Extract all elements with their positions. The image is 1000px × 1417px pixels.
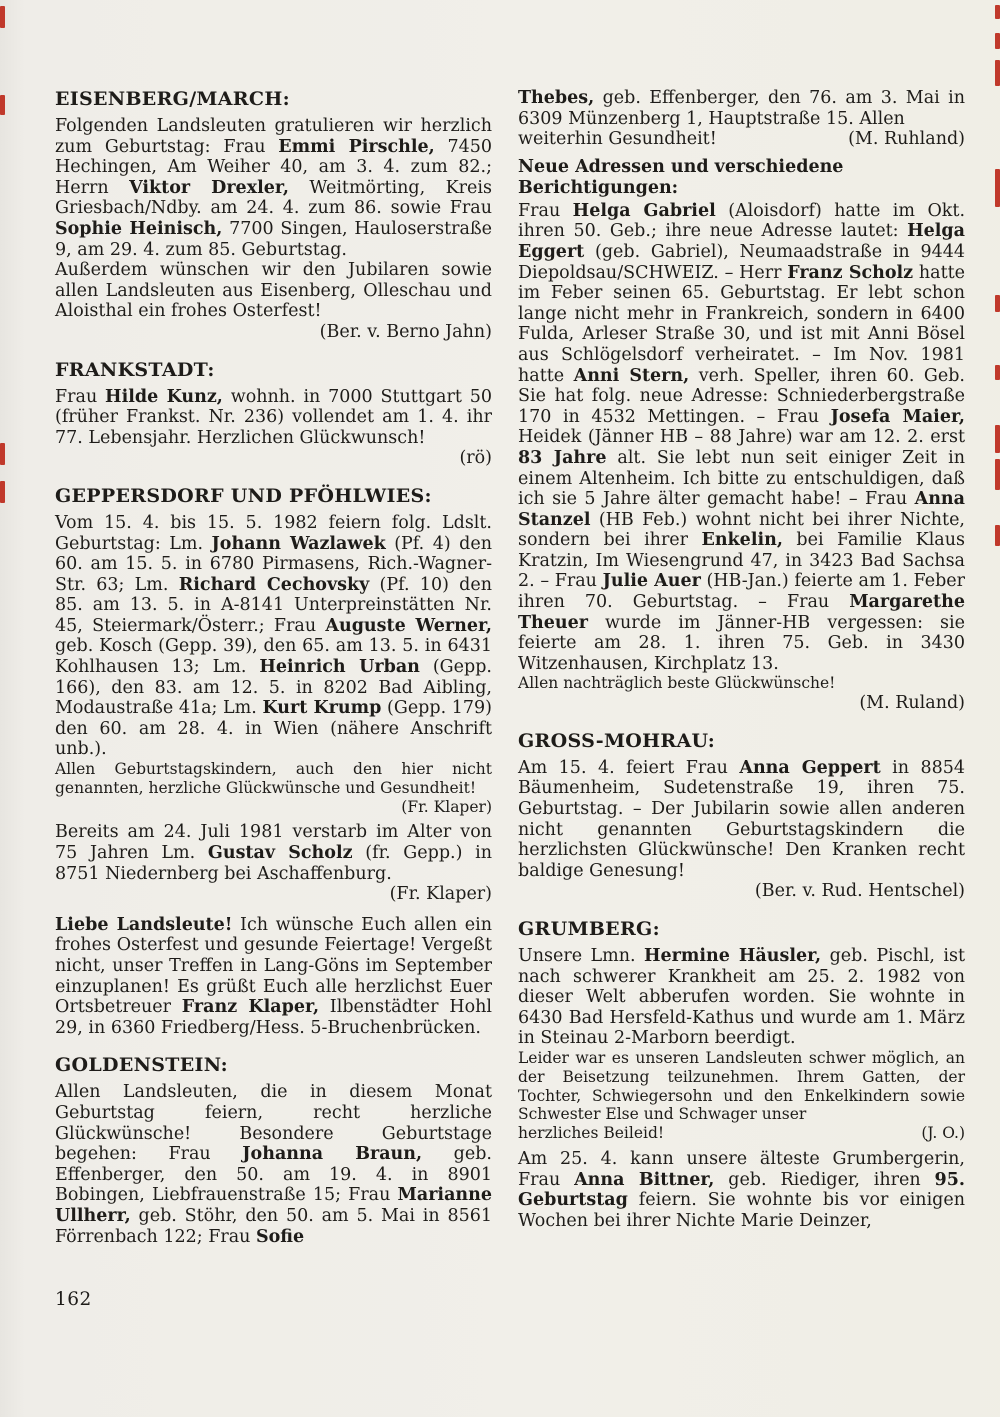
bold-text: Heinrich Urban xyxy=(259,657,420,678)
bold-text: Richard Cechovsky xyxy=(178,574,370,595)
text-run: geb. Kosch (Gepp. 39), den 65. am 13. 5. in 6431 Kohlhausen 13; Lm. xyxy=(55,636,492,678)
red-edge-mark xyxy=(995,459,1000,490)
red-edge-mark xyxy=(995,525,1000,546)
section-heading: GEPPERSDORF UND PFÖHLWIES: xyxy=(55,484,432,507)
text-run: Allen Landsleuten, die in diesem Monat Geburtstag feiern, recht herzliche Glückwünsche! Besondere Geburtstage begehen: Frau xyxy=(55,1082,492,1165)
right-column xyxy=(518,88,965,1231)
text-run: Heidek (Jänner HB – 88 Jahre) war am 12. 2. erst xyxy=(518,427,965,448)
text-run: (Pf. 10) den 85. am 13. 5. in A-8141 Unterpreinstätten Nr. 45, Steiermark/Österr.; Frau xyxy=(55,574,492,636)
paragraph xyxy=(55,116,492,260)
text-run: hatte im Feber seinen 65. Geburtstag. Er lebt schon lange nicht mehr in Frankreich, sondern in 6400 Fulda, Arleser Straße 30, und ist mit Anni Bösel aus Schlögelsdorf verheiratet. – Im Nov. 1981 hatte xyxy=(518,262,965,386)
red-edge-mark xyxy=(0,443,5,465)
text-run: Ilbenstädter Hohl 29, in 6360 Friedberg/Hess. 5-Bruchenbrücken. xyxy=(55,997,492,1038)
bold-text: Hermine Häusler, xyxy=(644,945,822,966)
bold-text: Liebe Landsleute! xyxy=(55,914,233,935)
text-run: alt. Sie lebt nun seit einiger Zeit in einem Altenheim. Ich bitte zu entschuldigen, daß ich sie 5 Jahre älter gemacht habe! – Frau xyxy=(518,447,965,510)
red-edge-mark xyxy=(995,5,1000,19)
text-run: Weitmörting, Kreis Griesbach/Ndby. am 24. 4. zum 86. sowie Frau xyxy=(55,177,492,219)
bold-text: Kurt Krump xyxy=(262,698,382,719)
text-run: Frau xyxy=(55,386,106,407)
red-edge-mark xyxy=(995,365,1000,380)
paragraph xyxy=(518,201,965,675)
bold-text: Gustav Scholz xyxy=(207,843,353,864)
text-run: wurde im Jänner-HB vergessen: sie feierte am 28. 1. ihren 75. Geb. in 3430 Witzenhausen, Kirchplatz 13. xyxy=(518,612,965,674)
text-run: (Gepp. 166), den 83. am 12. 5. in 8202 Bad Aibling, Modaustraße 41a; Lm. xyxy=(55,657,492,719)
bold-text: Marianne Ullherr, xyxy=(55,1185,492,1226)
text-run: (HB Feb.) wohnt nicht bei ihrer Nichte, sondern bei ihrer xyxy=(518,509,965,551)
bold-text: Hilde Kunz, xyxy=(105,386,223,407)
red-edge-mark xyxy=(0,481,5,503)
bold-text: Franz Scholz xyxy=(787,262,914,283)
byline-right-text: (Fr. Klaper) xyxy=(389,884,492,905)
text-run: Vom 15. 4. bis 15. 5. 1982 feiern folg. Ldslt. Geburtstag: Lm. xyxy=(55,512,492,554)
bold-text: 83 Jahre xyxy=(518,447,607,468)
paragraph xyxy=(518,674,965,693)
section-heading: GRUMBERG: xyxy=(518,917,660,940)
text-run: geb. Effenberger, den 76. am 3. Mai in 6309 Münzenberg 1, Hauptstraße 15. Allen xyxy=(518,88,965,129)
text-run: verh. Speller, ihren 60. Geb. Sie hat folg. neue Adresse: Schniederbergstraße 170 in 4532 Mettingen. – Frau xyxy=(518,365,965,427)
paragraph xyxy=(518,1049,965,1124)
paragraph xyxy=(55,915,492,1039)
byline-right-text: (Ber. v. Rud. Hentschel) xyxy=(754,881,965,902)
bold-text: Julie Auer xyxy=(602,571,701,592)
byline-right-text: (M. Ruland) xyxy=(859,693,965,714)
paragraph xyxy=(518,758,965,882)
bold-text: Emmi Pirschle, xyxy=(278,136,435,157)
red-edge-mark xyxy=(995,425,1000,453)
text-run: bei Familie Klaus Kratzin, Im Wiesengrund 47, in 3423 Bad Sachsa 2. – Frau xyxy=(518,530,965,592)
text-run: (Aloisdorf) hatte im Okt. ihren 50. Geb.; ihre neue Adresse lautet: xyxy=(518,200,966,242)
bold-text: Sofie xyxy=(256,1226,305,1247)
paragraph xyxy=(55,760,492,798)
text-run: 7700 Singen, Hauloserstraße 9, am 29. 4. zum 85. Geburtstag. xyxy=(55,218,493,260)
text-run: (HB-Jan.) feierte am 1. Feber ihren 70. Geburtstag. – Frau xyxy=(518,571,965,613)
text-run: (Gepp. 179) den 60. am 28. 4. in Wien (nähere Anschrift unb.). xyxy=(55,698,492,760)
byline xyxy=(518,1124,965,1143)
paragraph xyxy=(518,88,965,129)
text-run: Allen nachträglich beste Glückwünsche! xyxy=(518,674,836,693)
text-run: wohnh. in 7000 Stuttgart 50 (früher Frankst. Nr. 236) vollendet am 1. 4. ihr 77. Lebensjahr. Herzlichen Glückwunsch! xyxy=(55,386,492,448)
text-run: Leider war es unseren Landsleuten schwer möglich, an der Beisetzung teilzunehmen. Ihrem Gatten, der Tochter, Schwiegersohn und den Enkelkindern sowie Schwester Else und Schwager unser xyxy=(518,1048,965,1124)
red-edge-mark xyxy=(995,169,1000,207)
page-number: 162 xyxy=(55,1289,92,1310)
bold-text: Anna Bittner, xyxy=(574,1169,715,1190)
text-run: Frau xyxy=(518,200,573,221)
byline xyxy=(55,448,492,469)
text-run: (fr. Gepp.) in 8751 Niedernberg bei Aschaffenburg. xyxy=(55,843,492,884)
paragraph xyxy=(55,822,492,884)
bold-text: 95. Geburtstag xyxy=(518,1169,965,1211)
bold-text: Anni Stern, xyxy=(573,365,690,386)
paragraph xyxy=(55,387,492,449)
section-heading: FRANKSTADT: xyxy=(55,358,215,381)
text-run: geb. Stöhr, den 50. am 5. Mai in 8561 Förrenbach 122; Frau xyxy=(55,1205,492,1247)
paragraph xyxy=(55,1082,492,1247)
section-heading: GROSS-MOHRAU: xyxy=(518,729,716,752)
bold-text: Enkelin, xyxy=(701,530,783,551)
byline xyxy=(55,884,492,905)
byline xyxy=(518,129,965,150)
red-edge-mark xyxy=(995,60,1000,86)
text-run: feiern. Sie wohnte bis vor einigen Wochen bei ihrer Nichte Marie Deinzer, xyxy=(518,1190,965,1231)
bold-text: Johann Wazlawek xyxy=(211,533,386,554)
text-run: 7450 Hechingen, Am Weiher 40, am 3. 4. zum 82.; Herrn xyxy=(55,136,492,198)
byline xyxy=(518,881,965,902)
paragraph xyxy=(55,513,492,760)
text-run: Am 25. 4. kann unsere älteste Grumbergerin, Frau xyxy=(518,1148,965,1190)
section-heading: EISENBERG/MARCH: xyxy=(55,88,290,110)
paragraph xyxy=(518,1149,965,1231)
section-heading: GOLDENSTEIN: xyxy=(55,1054,228,1077)
text-run: Am 15. 4. feiert Frau xyxy=(518,757,740,778)
byline-right-text: (Ber. v. Berno Jahn) xyxy=(319,321,492,342)
text-run: (geb. Gabriel), Neumaadstraße in 9444 Diepoldsau/SCHWEIZ. – Herr xyxy=(518,241,965,283)
text-run: geb. Riediger, ihren xyxy=(714,1169,935,1190)
byline-right-text: (Fr. Klaper) xyxy=(401,797,492,816)
bold-text: Helga Eggert xyxy=(518,221,965,262)
text-run: Bereits am 24. Juli 1981 verstarb im Alter von 75 Jahren Lm. xyxy=(55,822,492,864)
bold-text: Anna Stanzel xyxy=(518,489,965,530)
text-run: Folgenden Landsleuten gratulieren wir herzlich zum Geburtstag: Frau xyxy=(55,116,492,157)
byline xyxy=(518,693,965,714)
byline-left-text: herzliches Beileid! xyxy=(518,1124,665,1143)
bold-text: Sophie Heinisch, xyxy=(55,218,223,239)
red-edge-mark xyxy=(0,95,5,115)
bold-text: Anna Geppert xyxy=(739,757,881,778)
bold-text: Johanna Braun, xyxy=(242,1144,423,1165)
subsection-heading: Neue Adressen und verschiedene Berichtigungen: xyxy=(518,156,844,198)
bold-text: Viktor Drexler, xyxy=(129,177,289,198)
paragraph xyxy=(518,946,965,1049)
text-run: (Pf. 4) den 60. am 15. 5. in 6780 Pirmasens, Rich.-Wagner-Str. 63; Lm. xyxy=(55,533,492,595)
text-run: Außerdem wünschen wir den Jubilaren sowie allen Landsleuten aus Eisenberg, Olleschau und Aloisthal ein frohes Osterfest! xyxy=(55,260,492,322)
text-run: geb. Pischl, ist nach schwerer Krankheit am 25. 2. 1982 von dieser Welt abberufen worden. Sie wohnte in 6430 Bad Hersfeld-Kathus und wurde am 1. März in Steinau 2-Marborn beerdigt. xyxy=(518,945,965,1049)
red-edge-mark xyxy=(995,33,1000,49)
text-run: Unsere Lmn. xyxy=(518,945,644,966)
byline xyxy=(55,322,492,343)
byline-right-text: (M. Ruhland) xyxy=(848,129,965,150)
bold-text: Helga Gabriel xyxy=(572,200,716,221)
text-run: Ich wünsche Euch allen ein frohes Osterfest und gesunde Feiertage! Vergeßt nicht, unser Treffen in Lang-Göns im September einzuplanen! Es grüßt Euch alle herzlichst Euer Ortsbetreuer xyxy=(55,914,492,1018)
bold-text: Franz Klaper, xyxy=(181,997,320,1018)
text-run: Allen Geburtstagskindern, auch den hier nicht genannten, herzliche Glückwünsche und Gesundheit! xyxy=(55,760,492,797)
left-column xyxy=(55,88,492,1247)
text-run: in 8854 Bäumenheim, Sudetenstraße 19, ihren 75. Geburtstag. – Der Jubilarin sowie allen anderen nicht genannten Geburtstagskindern die herzlichsten Glückwünsche! Den Kranken recht baldige Genesung! xyxy=(518,757,965,881)
byline-left-text: weiterhin Gesundheit! xyxy=(518,129,717,150)
bold-text: Margarethe Theuer xyxy=(518,592,965,633)
bold-text: Josefa Maier, xyxy=(830,406,965,427)
text-run: geb. Effenberger, den 50. am 19. 4. in 8901 Bobingen, Liebfrauenstraße 15; Frau xyxy=(55,1144,492,1206)
red-edge-mark xyxy=(995,295,1000,312)
byline-right-text: (J. O.) xyxy=(921,1124,965,1143)
byline-right-text: (rö) xyxy=(459,448,492,469)
bold-text: Auguste Werner, xyxy=(325,615,492,636)
byline xyxy=(55,798,492,817)
bold-text: Thebes, xyxy=(518,88,595,108)
paragraph xyxy=(55,260,492,322)
red-edge-mark xyxy=(0,6,5,28)
